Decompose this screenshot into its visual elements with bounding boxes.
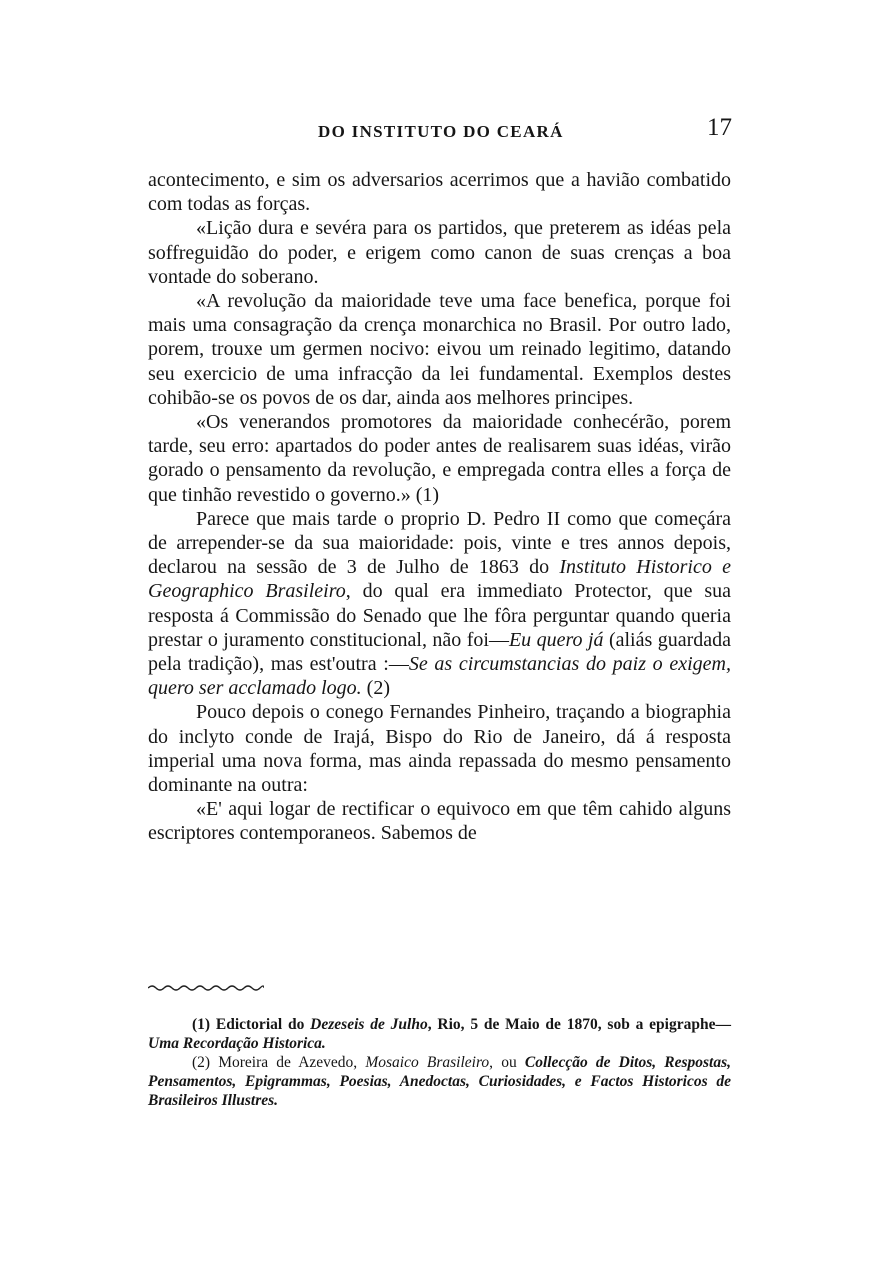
paragraph-5-quote-1: Eu quero já bbox=[508, 628, 604, 651]
body-text bbox=[148, 168, 731, 846]
paragraph-1 bbox=[148, 168, 731, 216]
footnote-1-text-a: (1) Edictorial do bbox=[192, 1016, 311, 1033]
paragraph-3-text: «A revolução da maioridade teve uma face benefica, porque foi mais uma consagração da crença monarchica no Brasil. Por outro lado, porem, trouxe um germen nocivo: eivou um reinado legitimo, datando seu exercicio de uma infracção da lei fundamental. Exemplos destes cohibão-se os povos de os dar, ainda aos melhores principes. bbox=[148, 290, 731, 409]
paragraph-6 bbox=[148, 700, 731, 797]
paragraph-7-text: «E' aqui logar de rectificar o equivoco em que têm cahido alguns escriptores contemporaneos. Sabemos de bbox=[148, 798, 731, 845]
footnote-2-subtitle: Collecção de Ditos, Respostas, Pensamentos, Epigrammas, Poesias, Anedoctas, Curiosidades, e Factos Historicos de Brasileiros Illustres. bbox=[148, 1054, 731, 1109]
footnote-2-book: Mosaico Brasileiro bbox=[365, 1054, 490, 1071]
footnote-1-newspaper: Dezeseis de Julho bbox=[310, 1016, 428, 1033]
footnote-1 bbox=[148, 1015, 731, 1053]
page-number: 17 bbox=[707, 114, 732, 141]
paragraph-2 bbox=[148, 216, 731, 289]
footnote-1-text-b: , Rio, 5 de Maio de 1870, sob a epigraphe— bbox=[427, 1016, 731, 1033]
footnote-1-title: Uma Recordação Historica. bbox=[148, 1035, 326, 1052]
paragraph-5-text-a: Parece que mais tarde o proprio D. Pedro II como que começára de arrepender-se da sua maioridade: pois, vinte e tres annos depois, declarou na sessão de 3 de Julho de 1863 do bbox=[148, 507, 731, 579]
paragraph-2-text: «Lição dura e sevéra para os partidos, que preterem as idéas pela soffreguidão do poder, e erigem como canon de suas crenças a boa vontade do soberano. bbox=[148, 217, 731, 288]
page-header bbox=[148, 114, 736, 148]
paragraph-7 bbox=[148, 797, 731, 845]
paragraph-4-text: «Os venerandos promotores da maioridade conhecérão, porem tarde, seu erro: apartados do poder antes de realisarem suas idéas, virão gorado o pensamento da revolução, e empregada contra elles a força de que tinhão revestido o governo.» (1) bbox=[148, 411, 731, 506]
paragraph-6-text: Pouco depois o conego Fernandes Pinheiro, traçando a biographia do inclyto conde de Irajá, Bispo do Rio de Janeiro, dá á resposta imperial uma nova forma, mas ainda repassada do mesmo pensamento dominante na outra: bbox=[148, 701, 731, 797]
paragraph-5-institute-name: Instituto Historico e Geographico Brasileiro bbox=[148, 556, 731, 603]
paragraph-1-text: acontecimento, e sim os adversarios acerrimos que a havião combatido com todas as forças. bbox=[148, 169, 731, 216]
footnote-separator bbox=[148, 984, 264, 992]
paragraph-5-note-ref: (2) bbox=[361, 677, 390, 700]
footnote-2-text-a: (2) Moreira de Azevedo, bbox=[192, 1054, 366, 1071]
running-title: DO INSTITUTO DO CEARÁ bbox=[318, 122, 564, 141]
footnote-2-text-b: , ou bbox=[489, 1054, 525, 1071]
paragraph-5 bbox=[148, 507, 731, 701]
paragraph-5-quote-2: Se as circumstancias do paiz o exigem, quero ser acclamado logo. bbox=[148, 653, 731, 700]
paragraph-4 bbox=[148, 410, 731, 507]
footnotes bbox=[148, 1015, 731, 1110]
paragraph-5-text-b: , do qual era immediato Protector, que sua resposta á Commissão do Senado que lhe fôra perguntar quando queria prestar o juramento constitucional, não foi— bbox=[148, 580, 731, 651]
footnote-2 bbox=[148, 1053, 731, 1110]
paragraph-5-text-c: (aliás guardada pela tradição), mas est'outra :— bbox=[148, 628, 731, 676]
paragraph-3 bbox=[148, 289, 731, 410]
